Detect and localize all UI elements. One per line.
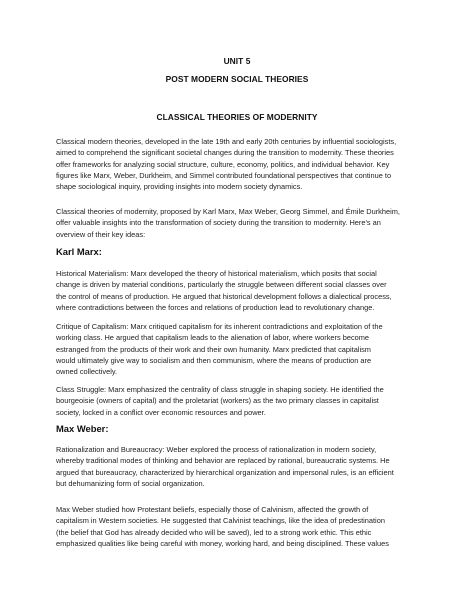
text-line: emphasized qualities like being careful with money, working hard, and being disciplined. These values [56, 538, 389, 548]
text-line: figures like Marx, Weber, Durkheim, and Simmel contributed foundational perspectives that continue to [56, 170, 392, 180]
text-line: change is driven by material conditions, particularly the struggle between different social classes over [56, 280, 387, 290]
text-line: offer frameworks for analyzing social structure, culture, economy, politics, and individual behavior. Key [56, 159, 390, 169]
text-line: Class Struggle: Marx emphasized the centrality of class struggle in shaping society. He identified the [56, 385, 384, 394]
text-line: bourgeoisie (owners of capital) and the proletariat (workers) as the two primary classes in capitalist [56, 396, 379, 406]
weber-heading: Max Weber: [56, 423, 109, 434]
text-line: Classical modern theories, developed in the late 19th and early 20th centuries by influential sociologists, [56, 137, 397, 146]
text-line: Historical Materialism: Marx developed the theory of historical materialism, which posits that social [56, 269, 377, 278]
text-line: capitalism in Western societies. He suggested that Calvinist teachings, like the idea of predestination [56, 516, 385, 526]
text-line: working class. He argued that capitalism leads to the alienation of labor, where workers become [56, 333, 370, 343]
intro-paragraph [56, 136, 418, 192]
text-line: argued that bureaucracy, characterized by hierarchical organization and impersonal rules, is an efficient [56, 467, 394, 477]
text-line: Rationalization and Bureaucracy: Weber explored the process of rationalization in modern society, [56, 445, 377, 454]
weber-rationalization-paragraph [56, 444, 418, 489]
text-line: society, locked in a conflict over economic resources and power. [56, 407, 266, 417]
text-line: owned collectively. [56, 367, 118, 377]
text-line: aimed to comprehend the significant societal changes during the transition to modernity. These theories [56, 148, 394, 158]
text-line: overview of their key ideas: [56, 229, 146, 239]
marx-heading: Karl Marx: [56, 246, 102, 257]
subject-title: POST MODERN SOCIAL THEORIES [165, 74, 309, 84]
text-line: Max Weber studied how Protestant beliefs, especially those of Calvinism, affected the growth of [56, 505, 369, 514]
text-line: offer valuable insights into the transformation of society during the transition to modernity. Here's an [56, 218, 381, 228]
weber-protestant-paragraph [56, 504, 418, 549]
text-line: shape sociological inquiry, providing insights into modern society dynamics. [56, 182, 303, 192]
text-line: (the belief that God has already decided who will be saved), led to a strong work ethic. This ethic [56, 527, 372, 537]
text-line: whereby traditional modes of thinking and behavior are replaced by rational, bureaucratic systems. He [56, 456, 390, 466]
marx-critique-paragraph [56, 321, 418, 377]
text-line: the control of means of production. He argued that historical development follows a dialectical process, [56, 291, 392, 301]
text-line: but dehumanizing form of social organization. [56, 478, 205, 488]
text-line: estranged from the products of their work and their own humanity. Marx predicted that capitalism [56, 344, 371, 354]
text-line: would ultimately give way to socialism and then communism, where the means of production are [56, 355, 372, 365]
marx-historical-paragraph [56, 268, 418, 313]
section-title: CLASSICAL THEORIES OF MODERNITY [156, 112, 318, 122]
text-line: Classical theories of modernity, proposed by Karl Marx, Max Weber, Georg Simmel, and Émile Durkheim, [56, 207, 400, 216]
overview-paragraph [56, 206, 418, 240]
unit-title: UNIT 5 [223, 56, 251, 66]
text-line: where contradictions between the forces and relations of production lead to revolutionary change. [56, 302, 375, 312]
text-line: Critique of Capitalism: Marx critiqued capitalism for its inherent contradictions and exploitation of the [56, 322, 383, 331]
marx-class-paragraph [56, 384, 418, 418]
